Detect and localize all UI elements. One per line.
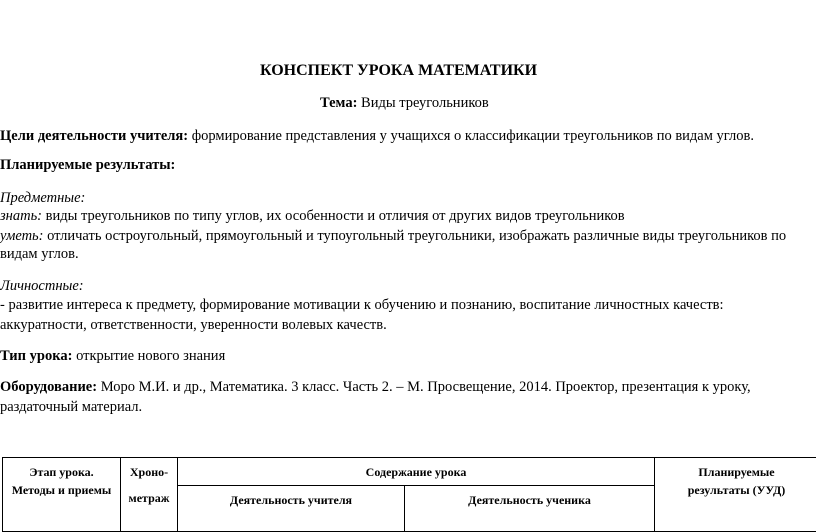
stage-header: [3, 458, 121, 532]
personal-line-1: - развитие интереса к предмету, формирование мотивации к обучению и познанию, воспитание личностных качеств:: [0, 297, 724, 314]
equipment-label: Оборудование:: [0, 379, 97, 395]
stage-header-line-2: Методы и приемы: [6, 481, 117, 499]
table-header-row: [3, 458, 816, 486]
subject-heading: [0, 190, 85, 207]
can-label: уметь:: [0, 228, 43, 244]
results-header-line-1: Планируемые: [658, 463, 815, 481]
stage-header-line-1: Этап урока.: [6, 463, 117, 481]
time-header: [121, 458, 178, 532]
goals-label: Цели деятельности учителя:: [0, 128, 188, 144]
planned-results-label: Планируемые результаты:: [0, 157, 175, 173]
personal-line-2: аккуратности, ответственности, уверенности волевых качеств.: [0, 317, 387, 334]
equipment-line: [0, 379, 751, 396]
can-line-continuation: видам углов.: [0, 246, 79, 263]
subject-label: Предметные:: [0, 190, 85, 206]
student-activity-header: Деятельность ученика: [405, 486, 655, 532]
goals-line: [0, 128, 754, 145]
topic-value: Виды треугольников: [357, 95, 488, 111]
topic-label: Тема:: [320, 95, 357, 111]
lesson-table: [2, 457, 816, 532]
planned-results-heading: [0, 157, 175, 174]
know-value: виды треугольников по типу углов, их особенности и отличия от других видов треугольников: [42, 208, 625, 224]
goals-value: формирование представления у учащихся о классификации треугольников по видам углов.: [188, 128, 754, 144]
document-title: КОНСПЕКТ УРОКА МАТЕМАТИКИ: [260, 62, 537, 80]
topic-line: [320, 95, 489, 112]
content-header: Содержание урока: [178, 458, 655, 486]
lesson-type-label: Тип урока:: [0, 348, 72, 364]
can-line: [0, 228, 786, 245]
equipment-line-continuation: раздаточный материал.: [0, 399, 142, 416]
results-header: [655, 458, 816, 532]
time-header-line-2: метраж: [124, 489, 174, 507]
personal-heading: [0, 278, 84, 295]
time-header-line-1: Хроно-: [124, 463, 174, 481]
personal-label: Личностные:: [0, 278, 84, 294]
know-label: знать:: [0, 208, 42, 224]
can-value: отличать остроугольный, прямоугольный и тупоугольный треугольники, изображать различные виды треугольников по: [43, 228, 786, 244]
equipment-value: Моро М.И. и др., Математика. 3 класс. Часть 2. – М. Просвещение, 2014. Проектор, презентация к уроку,: [97, 379, 751, 395]
lesson-type-line: [0, 348, 225, 365]
results-header-line-2: результаты (УУД): [658, 481, 815, 499]
teacher-activity-header: Деятельность учителя: [178, 486, 405, 532]
lesson-type-value: открытие нового знания: [72, 348, 225, 364]
know-line: [0, 208, 625, 225]
